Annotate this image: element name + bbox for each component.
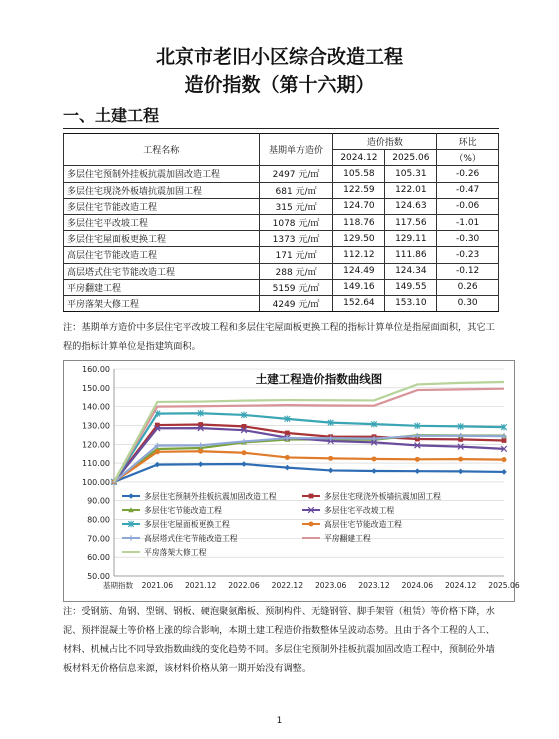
header-name: 工程名称 (64, 134, 260, 166)
data-point (285, 455, 290, 460)
cell-unit-cost: 4249 元/㎡ (259, 295, 333, 311)
data-point (458, 457, 463, 462)
cell-project-name: 平房翻建工程 (64, 279, 260, 295)
header-period1: 2024.12 (333, 150, 385, 166)
data-point (198, 449, 203, 454)
x-tick-label: 2024.12 (444, 581, 477, 590)
cell-index-2025-06: 124.34 (385, 263, 437, 279)
x-tick-label: 2021.12 (184, 581, 217, 590)
cell-unit-cost: 681 元/㎡ (259, 182, 333, 198)
cell-index-2024-12: 129.50 (333, 231, 385, 247)
data-point (371, 468, 377, 474)
series-line (114, 451, 504, 482)
y-tick-label: 90.00 (87, 496, 110, 506)
x-tick-label: 2023.06 (314, 581, 347, 590)
x-tick-label: 2025.06 (488, 581, 520, 590)
legend-label: 高层住宅节能改造工程 (324, 520, 402, 529)
cell-unit-cost: 5159 元/㎡ (259, 279, 333, 295)
data-point (502, 457, 507, 462)
cell-index-2024-12: 122.59 (333, 182, 385, 198)
cell-index-2025-06: 124.63 (385, 198, 437, 214)
data-point (328, 468, 334, 474)
cell-index-2025-06: 117.56 (385, 214, 437, 230)
chart-frame (63, 360, 520, 602)
cell-unit-cost: 288 元/㎡ (259, 263, 333, 279)
table-note: 注：基期单方造价中多层住宅平改坡工程和多层住宅屋面板更换工程的指标计算单位是指屋面面积，其它工程的指标计算单位是指建筑面积。 (63, 322, 495, 352)
data-point (415, 468, 421, 474)
cell-index-2024-12: 149.16 (333, 279, 385, 295)
y-tick-label: 130.00 (82, 421, 110, 431)
cell-index-2024-12: 124.70 (333, 198, 385, 214)
cell-change: -0.23 (437, 247, 499, 263)
y-tick-label: 60.00 (87, 553, 110, 563)
series-line (114, 382, 504, 482)
cell-index-2024-12: 152.64 (333, 295, 385, 311)
data-point (242, 450, 247, 455)
legend-label: 高层塔式住宅节能改造工程 (144, 534, 238, 543)
x-tick-label: 2022.06 (228, 581, 260, 590)
header-index-group: 造价指数 (333, 134, 437, 150)
cell-change: -0.06 (437, 198, 499, 214)
table-row (64, 214, 499, 230)
x-tick-label: 2021.06 (141, 581, 174, 590)
table-row (64, 247, 499, 263)
cell-unit-cost: 1373 元/㎡ (259, 231, 333, 247)
table-row (64, 279, 499, 295)
data-point (241, 461, 247, 467)
data-point (285, 465, 291, 471)
legend-label: 多层住宅节能改造工程 (144, 506, 222, 515)
cell-change: -1.01 (437, 214, 499, 230)
cell-project-name: 多层住宅预制外挂板抗震加固改造工程 (64, 166, 260, 182)
data-point (128, 493, 134, 499)
y-tick-label: 160.00 (82, 365, 110, 374)
cell-change: -0.12 (437, 263, 499, 279)
y-tick-label: 50.00 (87, 572, 110, 581)
cell-change: 0.30 (437, 295, 499, 311)
cell-change: 0.26 (437, 279, 499, 295)
cell-index-2025-06: 105.31 (385, 166, 437, 182)
header-period2: 2025.06 (385, 150, 437, 166)
y-tick-label: 110.00 (82, 459, 110, 469)
table-row (64, 295, 499, 311)
cell-change: -0.30 (437, 231, 499, 247)
table-row (64, 231, 499, 247)
cell-project-name: 高层住宅节能改造工程 (64, 247, 260, 263)
cell-project-name: 多层住宅平改坡工程 (64, 214, 260, 230)
data-point (458, 469, 464, 475)
cell-index-2025-06: 153.10 (385, 295, 437, 311)
page-title-line2: 造价指数（第十六期） (184, 74, 375, 96)
data-point (501, 469, 507, 475)
cell-unit-cost: 1078 元/㎡ (259, 214, 333, 230)
data-point (309, 494, 314, 499)
data-point (285, 431, 290, 436)
cell-unit-cost: 315 元/㎡ (259, 198, 333, 214)
legend-label: 平房落架大修工程 (144, 548, 207, 557)
table-row (64, 198, 499, 214)
cell-unit-cost: 2497 元/㎡ (259, 166, 333, 182)
y-tick-label: 100.00 (82, 477, 110, 487)
data-point (415, 457, 420, 462)
table-header-row (64, 134, 499, 150)
y-tick-label: 70.00 (87, 534, 110, 544)
cell-project-name: 高层塔式住宅节能改造工程 (64, 263, 260, 279)
header-change: 环比 (437, 134, 499, 150)
table-row (64, 263, 499, 279)
chart-title: 土建工程造价指数曲线图 (255, 372, 383, 386)
data-point (155, 449, 160, 454)
cell-project-name: 多层住宅现浇外板墙抗震加固工程 (64, 182, 260, 198)
legend-label: 多层住宅现浇外板墙抗震加固工程 (324, 492, 441, 501)
cell-index-2025-06: 111.86 (385, 247, 437, 263)
x-tick-label: 基期指数 (102, 581, 134, 590)
header-change-unit: （%） (437, 150, 499, 166)
legend-label: 多层住宅屋面板更换工程 (144, 520, 230, 529)
table-row (64, 182, 499, 198)
series-line (114, 425, 504, 482)
page-title-line1: 北京市老旧小区综合改造工程 (155, 46, 403, 68)
cell-index-2025-06: 129.11 (385, 231, 437, 247)
cell-unit-cost: 171 元/㎡ (259, 247, 333, 263)
data-point (309, 522, 314, 527)
index-line-chart (64, 361, 520, 601)
x-tick-label: 2023.12 (358, 581, 390, 590)
cell-project-name: 多层住宅屋面板更换工程 (64, 231, 260, 247)
y-tick-label: 120.00 (82, 440, 110, 450)
cell-index-2025-06: 149.55 (385, 279, 437, 295)
series-line (114, 464, 504, 482)
y-tick-label: 80.00 (87, 515, 110, 525)
cell-change: -0.47 (437, 182, 499, 198)
chart-note: 注：受钢筋、角钢、型钢、钢板、硬泡聚氨酯板、预制构件、无缝钢管、脚手架管（租赁）等价格下降，水泥、预拌混凝土等价格上涨的综合影响，本期土建工程造价指数整体呈波动态势。且由于各个工程的人工、材料、机械占比不同导致指数曲线的变化趋势不同。多层住宅预制外挂板抗震加固改造工程中，预制砼外墙板材料无价格信息来源，该材料价格从第一期开始没有调整。 (63, 606, 495, 674)
data-point (372, 456, 377, 461)
section-rule (63, 128, 499, 129)
legend-label: 多层住宅平改坡工程 (324, 506, 395, 515)
data-point (198, 461, 204, 467)
x-tick-label: 2024.06 (401, 581, 434, 590)
cell-change: -0.26 (437, 166, 499, 182)
cell-index-2024-12: 105.58 (333, 166, 385, 182)
cell-index-2024-12: 112.12 (333, 247, 385, 263)
legend-label: 多层住宅预制外挂板抗震加固改造工程 (144, 492, 277, 501)
index-table (63, 133, 499, 312)
cell-index-2024-12: 124.49 (333, 263, 385, 279)
cell-index-2025-06: 122.01 (385, 182, 437, 198)
data-point (328, 456, 333, 461)
table-row (64, 166, 499, 182)
data-point (128, 535, 134, 541)
section-heading: 一、土建工程 (63, 106, 160, 125)
page-number: 1 (276, 716, 283, 726)
cell-index-2024-12: 118.76 (333, 214, 385, 230)
cell-project-name: 平房落架大修工程 (64, 295, 260, 311)
header-unit-cost: 基期单方造价 (259, 134, 333, 166)
legend-label: 平房翻建工程 (324, 534, 371, 543)
x-tick-label: 2022.12 (271, 581, 304, 590)
y-tick-label: 140.00 (82, 402, 110, 412)
cell-project-name: 多层住宅节能改造工程 (64, 198, 260, 214)
data-point (501, 433, 507, 439)
y-tick-label: 150.00 (82, 383, 110, 393)
